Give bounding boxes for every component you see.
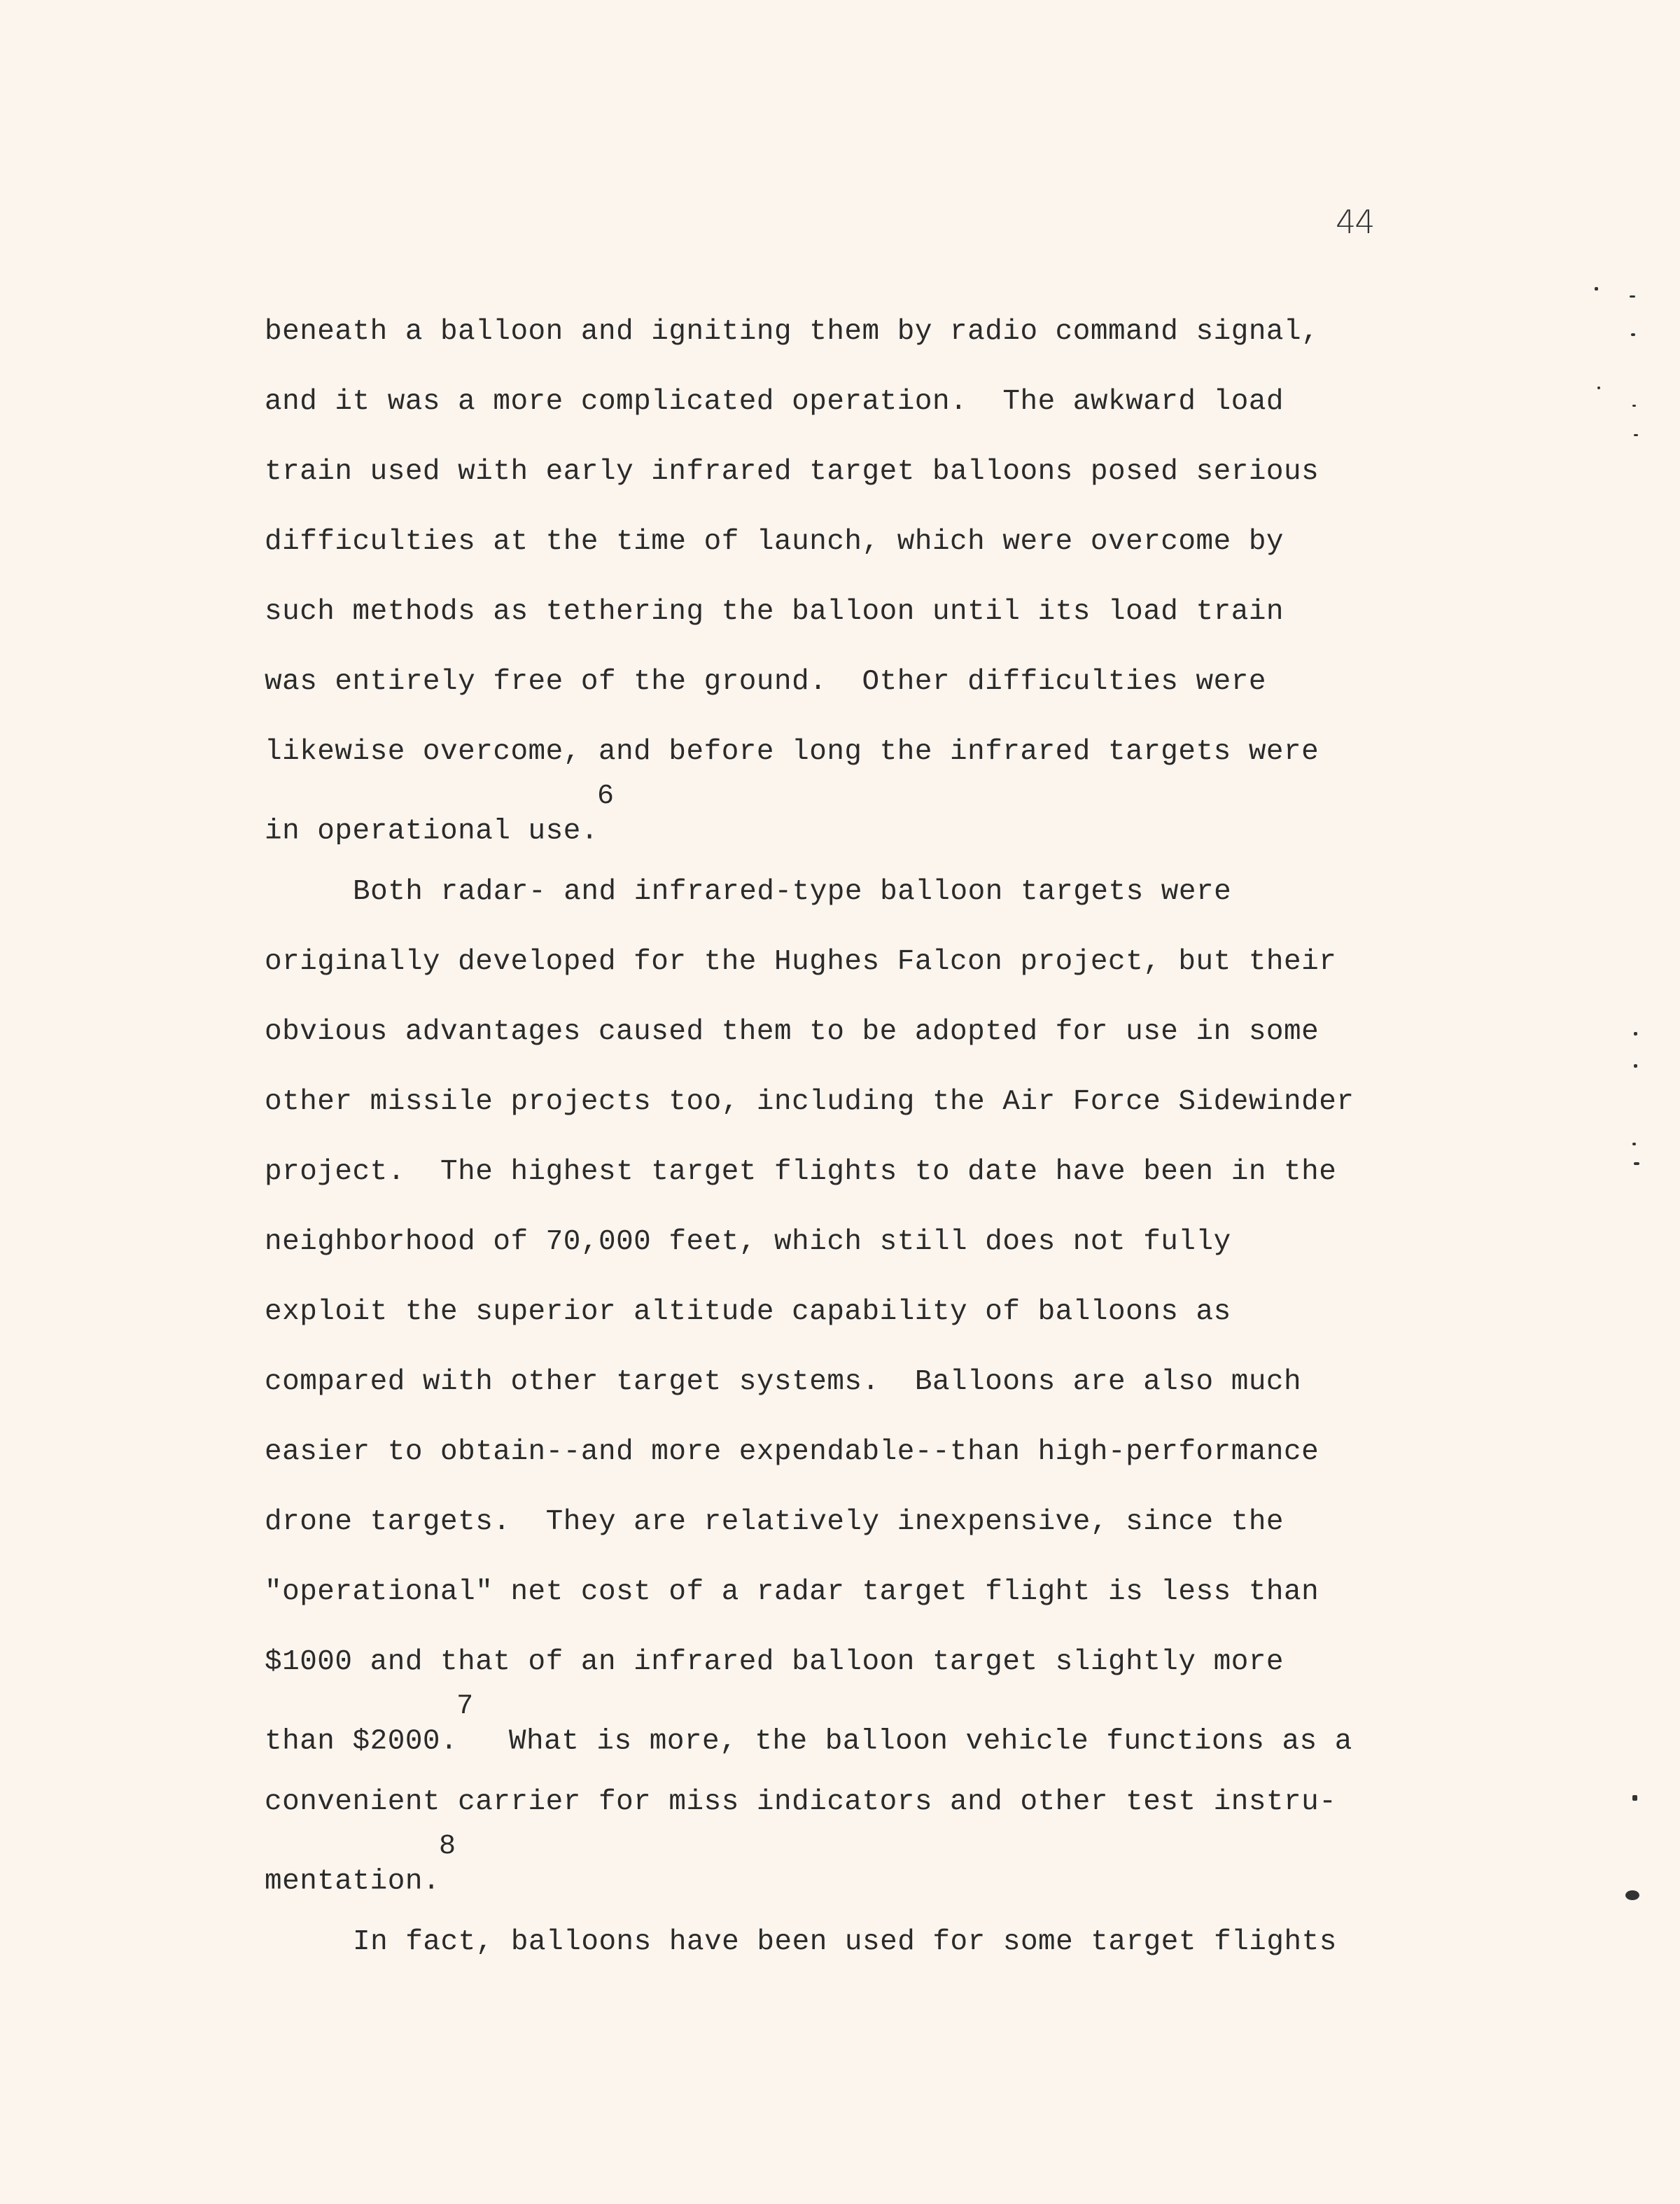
- scan-speck: [1630, 295, 1635, 298]
- text-line: drone targets. They are relatively inexpensive, since the: [265, 1506, 1284, 1538]
- scan-speck: [1625, 1890, 1639, 1900]
- scan-speck: [1597, 386, 1600, 389]
- text-line: than $2000.$^7$ What is more, the balloon vehicle functions as a: [265, 1691, 1352, 1758]
- text-line: easier to obtain--and more expendable--than high-performance: [265, 1436, 1320, 1468]
- scan-speck: [1634, 434, 1638, 436]
- footnote-marker: 7: [456, 1691, 474, 1722]
- text-line: train used with early infrared target balloons posed serious: [265, 456, 1320, 488]
- text-line: such methods as tethering the balloon until its load train: [265, 596, 1284, 628]
- text-line: originally developed for the Hughes Falcon project, but their: [265, 946, 1337, 978]
- text-line: beneath a balloon and igniting them by radio command signal,: [265, 316, 1320, 348]
- scan-speck: [1632, 405, 1636, 407]
- paragraph-start-line: Both radar- and infrared-type balloon targets were: [353, 876, 1232, 908]
- scan-speck: [1632, 1143, 1636, 1145]
- paragraph-start-line: In fact, balloons have been used for some target flights: [353, 1926, 1337, 1958]
- document-body: [265, 307, 1357, 1987]
- page-number: 44: [1336, 203, 1374, 241]
- footnote-marker: 6: [596, 781, 615, 812]
- text-line: was entirely free of the ground. Other difficulties were: [265, 666, 1266, 698]
- footnote-marker: 8: [439, 1831, 456, 1862]
- text-line: likewise overcome, and before long the infrared targets were: [265, 736, 1320, 768]
- text-line: project. The highest target flights to date have been in the: [265, 1156, 1337, 1188]
- text-line: obvious advantages caused them to be adopted for use in some: [265, 1016, 1320, 1048]
- text-line: and it was a more complicated operation. The awkward load: [265, 386, 1284, 418]
- scan-speck: [1631, 333, 1635, 336]
- text-line: neighborhood of 70,000 feet, which still does not fully: [265, 1226, 1231, 1258]
- text-line: convenient carrier for miss indicators and other test instru-: [265, 1786, 1337, 1818]
- text-line: exploit the superior altitude capability of balloons as: [265, 1296, 1231, 1328]
- text-line: in operational use.$^6$: [265, 781, 615, 848]
- text-line: compared with other target systems. Balloons are also much: [265, 1366, 1302, 1398]
- scan-speck: [1595, 287, 1598, 291]
- scan-speck: [1634, 1064, 1637, 1068]
- text-line: difficulties at the time of launch, which were overcome by: [265, 526, 1284, 558]
- text-line: other missile projects too, including the Air Force Sidewinder: [265, 1086, 1354, 1118]
- text-line: "operational" net cost of a radar target flight is less than: [265, 1576, 1320, 1608]
- scan-speck: [1634, 1162, 1639, 1165]
- text-line: $1000 and that of an infrared balloon target slightly more: [265, 1646, 1284, 1678]
- text-line: mentation.$^8$: [265, 1831, 456, 1898]
- scan-speck: [1634, 1032, 1637, 1035]
- scan-speck: [1632, 1795, 1637, 1801]
